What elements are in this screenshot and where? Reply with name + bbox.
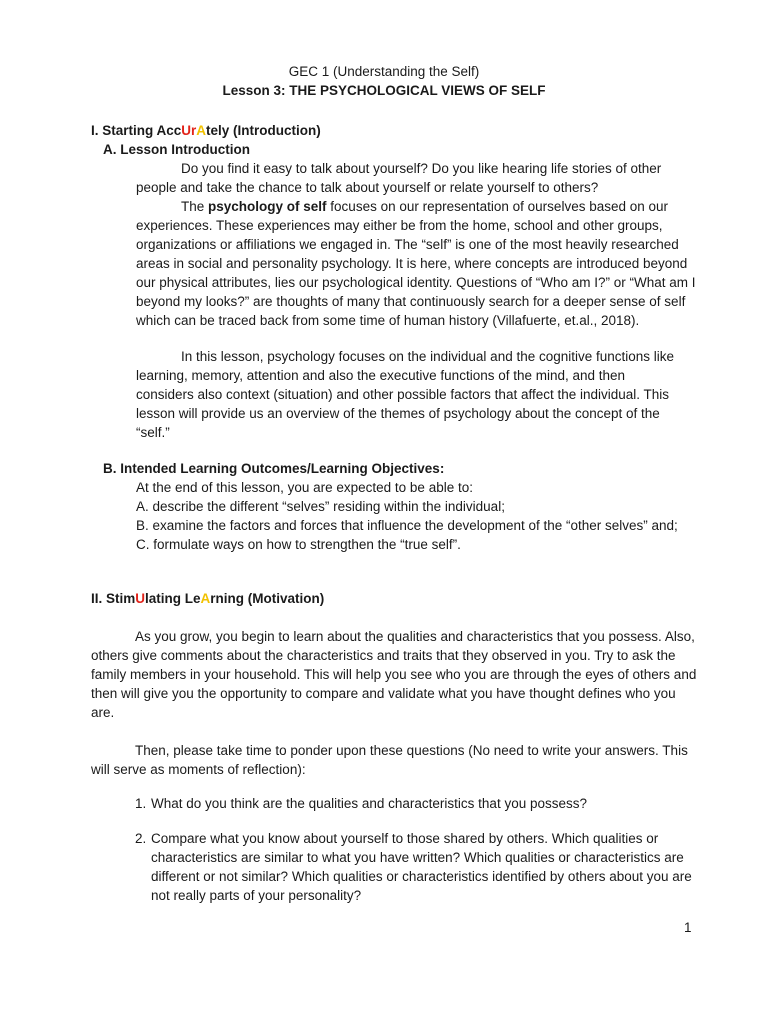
- highlight-u: U: [181, 123, 192, 138]
- intro-paragraph-2: The psychology of self focuses on our representation of ourselves based on our experiences. These experiences may either be from the home, school and other groups, organizations or affiliations we engaged in. The “self” is one of the most heavily researched areas in social and personality psychology. It is here, where concepts are introduced beyond our physical attributes, lies our psychological identity. Questions of “Who am I?” or “What am I beyond my looks?” are thoughts of many that continuously search for a deeper sense of self which can be traced back from some time of human history (Villafuerte, et.al., 2018).: [136, 199, 696, 328]
- highlight-a: A: [200, 591, 211, 606]
- subheading-lesson-introduction: A. Lesson Introduction: [103, 142, 250, 157]
- highlight-r: r: [191, 123, 197, 138]
- question-text: What do you think are the qualities and characteristics that you possess?: [151, 796, 587, 811]
- section-2-heading: II. StimUlating LeArning (Motivation): [91, 591, 325, 606]
- intro-paragraph-3: In this lesson, psychology focuses on the individual and the cognitive functions like learning, memory, attention and also the executive functions of the mind, and then considers also context (situation) and other possible factors that affect the individual. This lesson will provide us an overview of the themes of psychology about the concept of the “self.”: [136, 349, 675, 440]
- question-number: 2.: [135, 831, 147, 846]
- question-text: Compare what you know about yourself to those shared by others. Which qualities or characteristics are similar to what you have written? Which qualities or characteristics are different or not similar? Which qualities or characteristics identified by others about you are not really parts of your personality?: [151, 831, 692, 903]
- highlight-a: A: [196, 123, 207, 138]
- question-number: 1.: [135, 796, 147, 811]
- course-title: GEC 1 (Understanding the Self): [288, 64, 480, 79]
- objective-item: B. examine the factors and forces that influence the development of the “other selves” and;: [136, 518, 678, 533]
- psychology-of-self-term: psychology of self: [208, 199, 327, 214]
- objective-item: C. formulate ways on how to strengthen the “true self”.: [136, 537, 461, 552]
- motivation-paragraph-1: As you grow, you begin to learn about the qualities and characteristics that you possess. Also, others give comments about the characteristics and traits that they observed in you. Try to ask the family members in your household. This will help you see who you are through the eyes of others and then will give you the opportunity to compare and validate what you have thought defines who you are.: [91, 629, 697, 720]
- highlight-u: U: [135, 591, 146, 606]
- section-1-heading: I. Starting AccUrAtely (Introduction): [91, 123, 321, 138]
- lesson-prefix: Lesson 3:: [222, 83, 290, 98]
- intro-paragraph-1: Do you find it easy to talk about yourself? Do you like hearing life stories of other people and take the chance to talk about yourself or relate yourself to others?: [136, 161, 662, 195]
- motivation-paragraph-2: Then, please take time to ponder upon these questions (No need to write your answers. This will serve as moments of reflection):: [91, 743, 688, 777]
- lesson-name: THE PSYCHOLOGICAL VIEWS OF SELF: [289, 83, 546, 98]
- objective-item: A. describe the different “selves” residing within the individual;: [136, 499, 505, 514]
- subheading-learning-objectives: B. Intended Learning Outcomes/Learning Objectives:: [103, 461, 445, 476]
- lesson-title: [0, 81, 768, 100]
- objectives-intro: At the end of this lesson, you are expected to be able to:: [136, 480, 473, 495]
- page-number: 1: [684, 920, 692, 935]
